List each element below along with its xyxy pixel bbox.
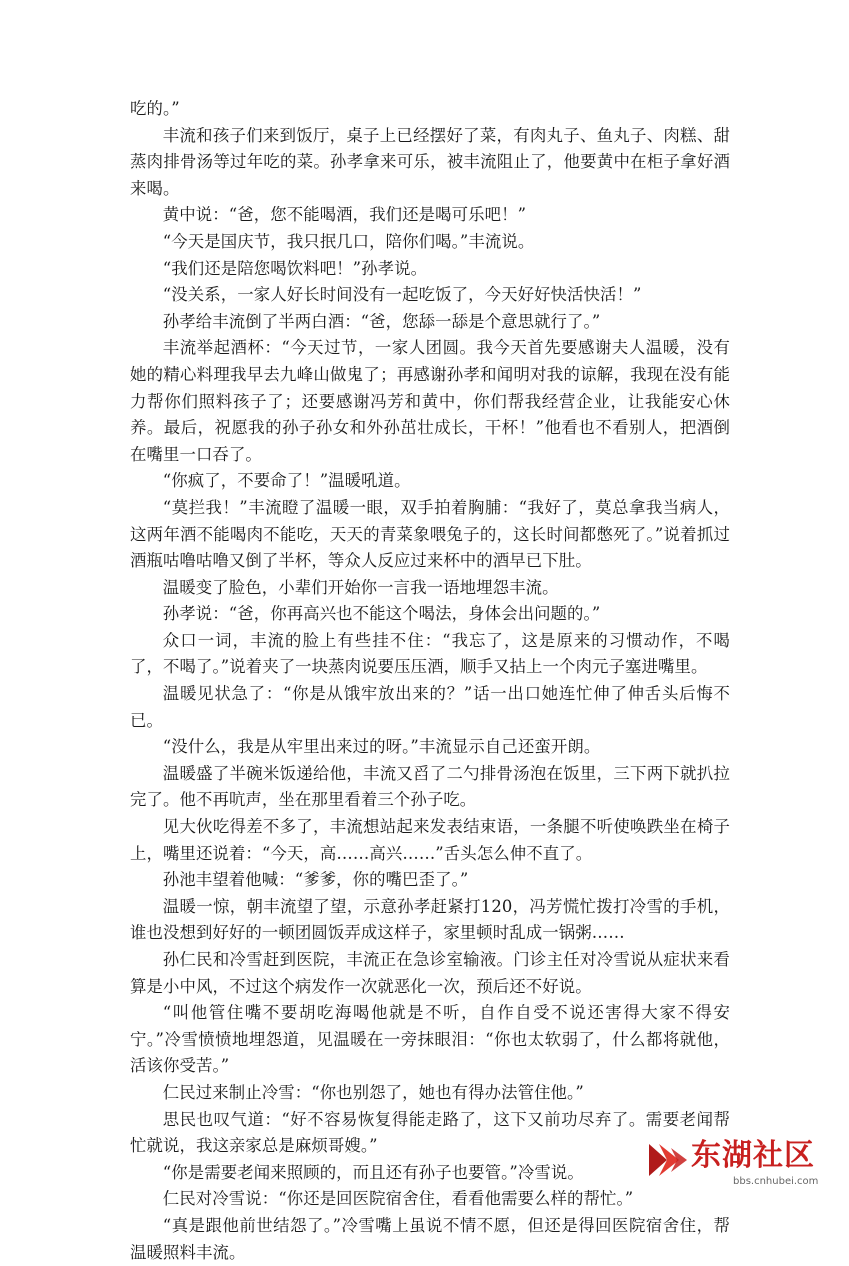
paragraph: 见大伙吃得差不多了，丰流想站起来发表结束语，一条腿不听使唤跌坐在椅子上，嘴里还说着：“今天，高……高兴……”舌头怎么伸不直了。 [130,817,730,863]
paragraph: “我们还是陪您喝饮料吧！”孙孝说。 [162,258,428,278]
ribbon-logo-icon [645,1138,689,1182]
paragraph: “你是需要老闻来照顾的，而且还有孙子也要管。”冷雪说。 [162,1162,584,1182]
paragraph: 黄中说：“爸，您不能喝酒，我们还是喝可乐吧！” [162,205,527,225]
paragraph: “真是跟他前世结怨了。”冷雪嘴上虽说不情不愿，但还是得回医院宿舍住，帮温暖照料丰流。 [130,1215,730,1262]
paragraph: 孙孝说：“爸，你再高兴也不能这个喝法，身体会出问题的。” [162,604,601,624]
paragraph-list [130,96,730,1266]
watermark-title: 东湖社区 [691,1138,815,1173]
paragraph: 孙仁民和冷雪赶到医院，丰流正在急诊室输液。门诊主任对冷雪说从症状来看算是小中风，不过这个病发作一次就恶化一次，预后还不好说。 [130,950,730,996]
paragraph: 众口一词，丰流的脸上有些挂不住：“我忘了，这是原来的习惯动作，不喝了，不喝了。”说着夹了一块蒸肉说要压压酒，顺手又拈上一个肉元子塞进嘴里。 [130,630,730,677]
paragraph: 仁民过来制止冷雪：“你也别怨了，她也有得办法管住他。” [162,1082,584,1102]
paragraph: “叫他管住嘴不要胡吃海喝他就是不听，自作自受不说还害得大家不得安宁。”冷雪愤愤地埋怨道，见温暖在一旁抹眼泪：“你也太软弱了，什么都将就他，活该你受苦。” [130,1003,730,1076]
paragraph: “莫拦我！”丰流瞪了温暖一眼，双手拍着胸脯：“我好了，莫总拿我当病人，这两年酒不能喝肉不能吃，天天的青菜象喂兔子的，这长时间都憋死了。”说着抓过酒瓶咕噜咕噜又倒了半杯，等众人反应过来杯中的酒早已下肚。 [130,497,730,571]
paragraph: “今天是国庆节，我只抿几口，陪你们喝。”丰流说。 [162,231,535,251]
paragraph: 丰流和孩子们来到饭厅，桌子上已经摆好了菜，有肉丸子、鱼丸子、肉糕、甜蒸肉排骨汤等过年吃的菜。孙孝拿来可乐，被丰流阻止了，他要黄中在柜子拿好酒来喝。 [130,125,730,198]
paragraph: 温暖见状急了：“你是从饿牢放出来的？”话一出口她连忙伸了伸舌头后悔不已。 [130,684,730,730]
site-watermark [645,1134,835,1192]
watermark-url: bbs.cnhubei.com [733,1176,819,1187]
paragraph: 温暖一惊，朝丰流望了望，示意孙孝赶紧打120，冯芳慌忙拨打冷雪的手机，谁也没想到好好的一顿团圆饭弄成这样子，家里顿时乱成一锅粥…… [130,896,730,943]
paragraph: 吃的。” [130,99,180,118]
paragraph: “你疯了，不要命了！”温暖吼道。 [162,471,411,491]
paragraph: “没什么，我是从牢里出来过的呀。”丰流显示自己还蛮开朗。 [162,737,601,757]
paragraph: 仁民对冷雪说：“你还是回医院宿舍住，看看他需要么样的帮忙。” [162,1189,634,1209]
paragraph: 孙孝给丰流倒了半两白酒：“爸，您舔一舔是个意思就行了。” [162,311,601,331]
paragraph: 孙池丰望着他喊：“爹爹，你的嘴巴歪了。” [162,870,469,890]
paragraph: “没关系，一家人好长时间没有一起吃饭了，今天好好快活快活！” [162,285,642,305]
paragraph: 温暖盛了半碗米饭递给他，丰流又舀了二勺排骨汤泡在饭里，三下两下就扒拉完了。他不再吭声，坐在那里看着三个孙子吃。 [130,763,730,810]
paragraph: 思民也叹气道：“好不容易恢复得能走路了，这下又前功尽弃了。需要老闻帮忙就说，我这亲家总是麻烦哥嫂。” [130,1109,730,1156]
paragraph: 丰流举起酒杯：“今天过节，一家人团圆。我今天首先要感谢夫人温暖，没有她的精心料理我早去九峰山做鬼了；再感谢孙孝和闻明对我的谅解，我现在没有能力帮你们照料孩子了；还要感谢冯芳和黄中，你们帮我经营企业，让我能安心休养。最后，祝愿我的孙子孙女和外孙茁壮成长，干杯！”他看也不看别人，把酒倒在嘴里一口吞了。 [130,338,730,464]
document-body [130,96,730,1266]
paragraph: 温暖变了脸色，小辈们开始你一言我一语地埋怨丰流。 [162,577,559,597]
